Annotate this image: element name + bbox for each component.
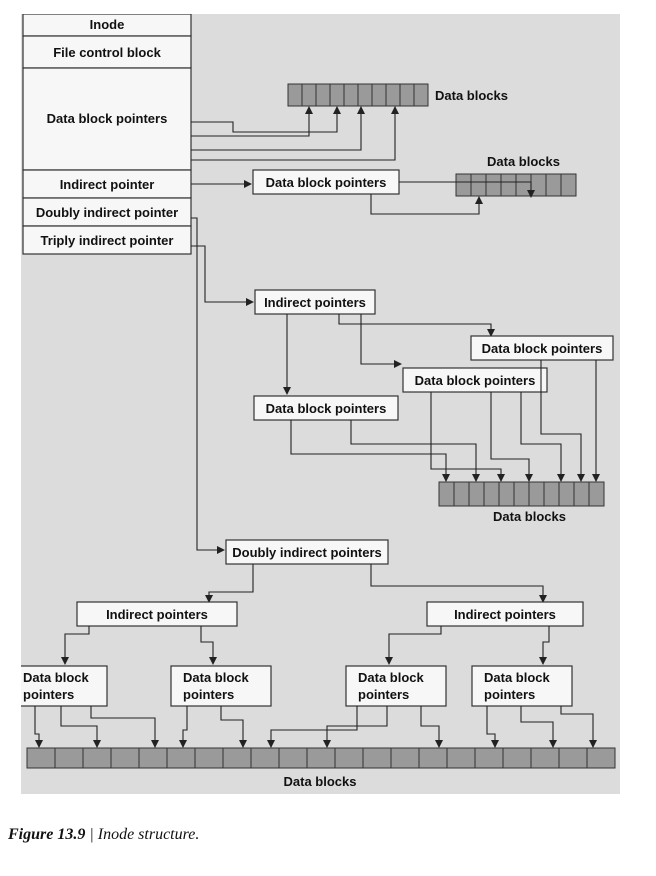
svg-text:Data block: Data block <box>183 670 249 685</box>
figure-caption <box>8 826 199 844</box>
caption-figure-number: Figure 13.9 <box>8 826 86 843</box>
single-indirect-data-blocks-label: Data blocks <box>487 154 560 169</box>
triple-data-block-pointers-label-right: Data block pointers <box>481 341 603 356</box>
svg-text:pointers: pointers <box>23 687 75 702</box>
figure-panel <box>21 14 620 794</box>
bottom-data-blocks <box>27 748 615 789</box>
dbp-box-3 <box>346 666 446 706</box>
triple-level1-indirect-pointers-label: Indirect pointers <box>264 295 366 310</box>
svg-text:pointers: pointers <box>183 687 235 702</box>
triple-indirect-data-blocks <box>439 482 604 524</box>
dbp-box-1 <box>21 666 107 706</box>
file-control-block-label: File control block <box>53 45 161 60</box>
direct-data-blocks <box>288 84 508 106</box>
triple-data-block-pointers-label-mid: Data block pointers <box>414 373 536 388</box>
inode-title: Inode <box>89 17 125 32</box>
triple-indirect-data-blocks-label: Data blocks <box>493 509 566 524</box>
svg-text:Data block: Data block <box>484 670 550 685</box>
caption-separator: | <box>85 826 98 843</box>
caption-text: Inode structure. <box>97 826 200 843</box>
single-indirect-data-block-pointers-label: Data block pointers <box>265 175 387 190</box>
dbp-box-4 <box>472 666 572 706</box>
double-level2-indirect-pointers-label-left: Indirect pointers <box>106 607 208 622</box>
triply-indirect-pointer-label: Triply indirect pointer <box>40 233 174 248</box>
dbp-box-2 <box>171 666 271 706</box>
svg-text:Data block: Data block <box>23 670 89 685</box>
direct-data-blocks-label: Data blocks <box>435 88 508 103</box>
svg-text:Data block: Data block <box>358 670 424 685</box>
doubly-indirect-pointers-label: Doubly indirect pointers <box>232 545 382 560</box>
bottom-data-blocks-label: Data blocks <box>283 774 357 789</box>
inode-table <box>23 14 191 254</box>
data-block-pointers-label: Data block pointers <box>46 111 168 126</box>
triple-data-block-pointers-label-left: Data block pointers <box>265 401 387 416</box>
single-indirect-data-blocks <box>456 154 576 196</box>
doubly-indirect-pointer-label: Doubly indirect pointer <box>35 205 179 220</box>
double-level2-indirect-pointers-label-right: Indirect pointers <box>454 607 556 622</box>
svg-text:pointers: pointers <box>484 687 536 702</box>
indirect-pointer-label: Indirect pointer <box>59 177 155 192</box>
inode-structure-diagram <box>21 14 620 794</box>
svg-text:pointers: pointers <box>358 687 410 702</box>
